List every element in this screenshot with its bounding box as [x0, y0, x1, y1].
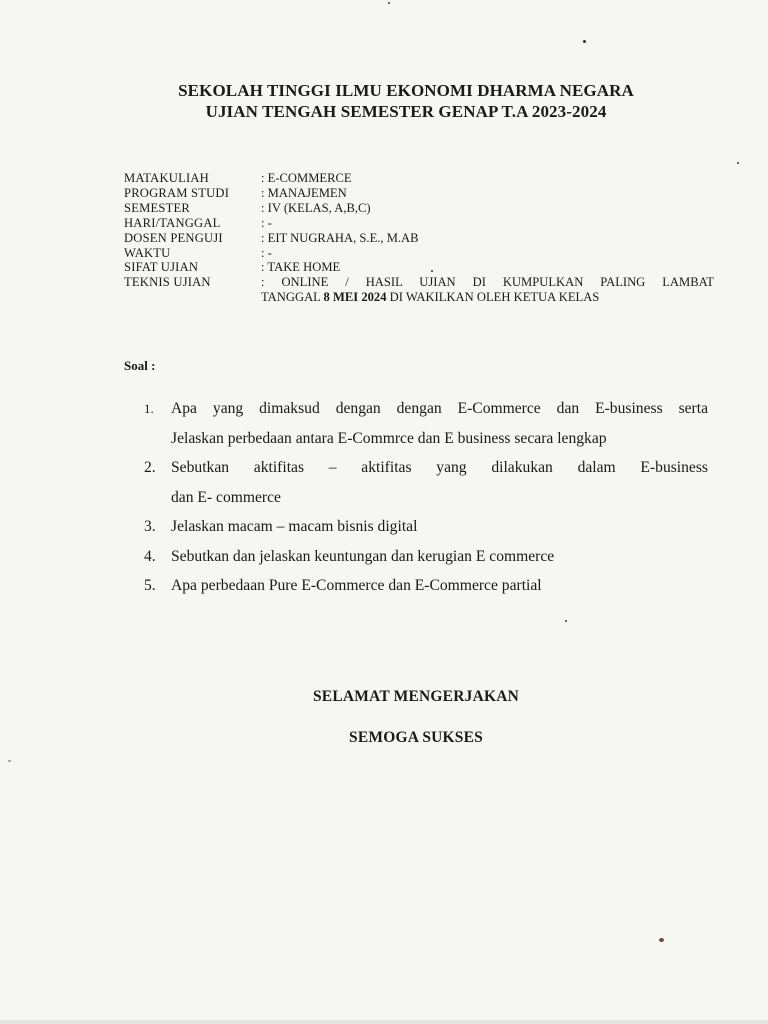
question-item	[144, 542, 708, 572]
teknis-ujian-continuation	[124, 290, 714, 305]
soal-heading: Soal :	[124, 358, 156, 373]
scan-bottom-edge	[0, 1020, 768, 1024]
question-number: 4.	[144, 547, 156, 565]
info-label: PROGRAM STUDI	[124, 185, 230, 200]
question-number: 2.	[144, 459, 156, 476]
info-row-teknis-ujian	[124, 275, 714, 290]
info-row-dosen-penguji	[124, 231, 714, 246]
scan-speck	[737, 162, 739, 164]
info-row-sifat-ujian	[124, 260, 714, 275]
question-item	[144, 394, 708, 453]
info-label: DOSEN PENGUJI	[124, 230, 223, 245]
institution-title: SEKOLAH TINGGI ILMU EKONOMI DHARMA NEGARA	[178, 81, 634, 100]
info-value: : EIT NUGRAHA, S.E., M.AB	[261, 230, 419, 245]
info-value: : MANAJEMEN	[261, 185, 347, 200]
question-item	[144, 571, 708, 601]
info-label: HARI/TANGGAL	[124, 215, 221, 230]
question-list	[144, 394, 708, 601]
scan-speck	[659, 938, 664, 942]
info-value: : IV (KELAS, A,B,C)	[261, 200, 371, 215]
info-row-matakuliah	[124, 171, 714, 186]
exam-title: UJIAN TENGAH SEMESTER GENAP T.A 2023-2024	[205, 102, 607, 121]
question-number: 3.	[144, 518, 156, 535]
question-text	[171, 453, 708, 512]
scan-speck	[8, 760, 11, 762]
info-row-waktu	[124, 246, 714, 261]
info-row-program-studi	[124, 186, 714, 201]
info-value: : -	[261, 245, 272, 260]
info-value: : -	[261, 215, 272, 230]
info-label: SEMESTER	[124, 200, 190, 215]
question-line: Jelaskan perbedaan antara E-Commrce dan E business secara lengkap	[171, 429, 607, 447]
question-line: Apa perbedaan Pure E-Commerce dan E-Commerce partial	[171, 577, 542, 594]
question-line: Jelaskan macam – macam bisnis digital	[171, 518, 418, 535]
info-value: : ONLINE / HASIL UJIAN DI KUMPULKAN PALING LAMBAT	[261, 275, 714, 290]
question-number: 1.	[144, 401, 154, 416]
scan-speck	[388, 2, 390, 4]
question-number: 5.	[144, 577, 156, 594]
info-label: SIFAT UJIAN	[124, 260, 199, 275]
document-header	[0, 80, 768, 122]
closing-greeting: SELAMAT MENGERJAKAN	[312, 688, 520, 705]
question-text	[171, 394, 708, 453]
deadline-suffix: DI WAKILKAN OLEH KETUA KELAS	[386, 290, 600, 305]
question-line: dan E- commerce	[171, 488, 281, 506]
scan-speck	[565, 620, 567, 622]
info-row-hari-tanggal	[124, 216, 714, 231]
closing-wish: SEMOGA SUKSES	[349, 729, 483, 746]
scan-speck	[583, 40, 586, 43]
deadline-prefix: TANGGAL	[261, 290, 324, 305]
question-line: Apa yang dimaksud dengan dengan E-Commerce dan E-business serta	[171, 400, 708, 417]
scan-speck	[431, 270, 433, 272]
info-label: TEKNIS UJIAN	[124, 275, 211, 290]
question-text	[171, 571, 708, 601]
question-text	[171, 542, 708, 572]
deadline-date: 8 MEI 2024	[323, 290, 387, 305]
question-item	[144, 453, 708, 512]
info-label: MATAKULIAH	[124, 171, 209, 185]
question-line: Sebutkan dan jelaskan keuntungan dan kerugian E commerce	[171, 547, 555, 565]
question-item	[144, 512, 708, 542]
info-label: WAKTU	[124, 245, 171, 260]
question-line: Sebutkan aktifitas – aktifitas yang dilakukan dalam E-business	[171, 459, 708, 476]
info-value: : E-COMMERCE	[261, 171, 352, 185]
info-row-semester	[124, 201, 714, 216]
exam-info-block	[124, 171, 714, 305]
info-value: : TAKE HOME	[261, 260, 341, 275]
question-text	[171, 512, 708, 542]
